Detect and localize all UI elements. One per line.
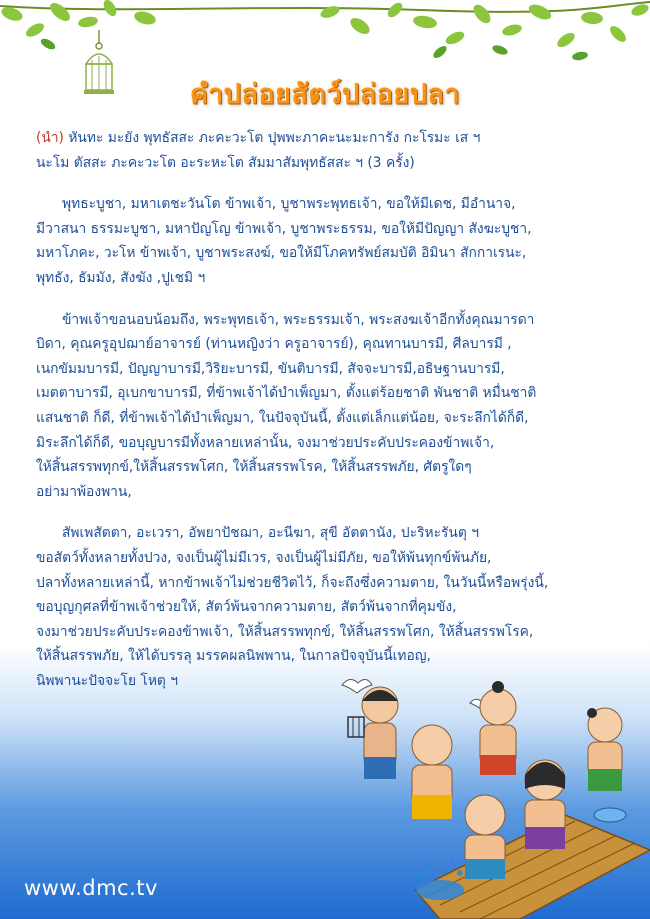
site-url: www.dmc.tv	[24, 876, 158, 900]
intro-line-1	[36, 126, 626, 151]
paragraph-1-line: พุทธัง, ธัมมัง, สังฆัง ,ปูเชมิ ฯ	[36, 269, 206, 286]
paragraph-2-line: เนกขัมมบารมี, ปัญญาบารมี,วิริยะบารมี, ขันติบารมี, สัจจะบารมี,อธิษฐานบารมี,	[36, 360, 505, 377]
child-figure	[587, 708, 622, 791]
child-figure	[348, 687, 398, 779]
paragraph-3-line: ขอบุญกุศลที่ข้าพเจ้าช่วยให้, สัตว์พ้นจากความตาย, สัตว์พ้นจากที่คุมขัง,	[36, 599, 457, 616]
paragraph-2-line: เมตตาบารมี, อุเบกขาบารมี, ที่ข้าพเจ้าได้บำเพ็ญมา, ตั้งแต่ร้อยชาติ พันชาติ หมื่นชาติ	[36, 385, 537, 402]
paragraph-1-line: พุทธะบูชา, มหาเตชะวันโต ข้าพเจ้า, บูชาพระพุทธเจ้า, ขอให้มีเดช, มีอำนาจ,	[62, 196, 516, 213]
child-figure	[480, 681, 516, 775]
paragraph-3-line: ขอสัตว์ทั้งหลายทั้งปวง, จงเป็นผู้ไม่มีเวร, จงเป็นผู้ไม่มีภัย, ขอให้พ้นทุกข์พ้นภัย,	[36, 549, 492, 566]
paragraph-3-line: ให้สิ้นสรรพภัย, ให้ได้บรรลุ มรรคผลนิพพาน, ในกาลปัจจุบันนี้เทอญ,	[36, 648, 431, 665]
paragraph-3-line: นิพพานะปัจจะโย โหตุ ฯ	[36, 672, 179, 689]
child-figure	[412, 725, 452, 819]
children-releasing-animals-illustration	[320, 665, 650, 919]
paragraph-3-line: สัพเพสัตตา, อะเวรา, อัพยาปัชฌา, อะนีฆา, สุขี อัตตานัง, ปะริหะรันตุ ฯ	[62, 525, 479, 542]
paragraph-3-line: ปลาทั้งหลายเหล่านี้, หากข้าพเจ้าไม่ช่วยชีวิตไว้, ก็จะถึงซึ่งความตาย, ในวันนี้หรือพรุ่งนี้,	[36, 574, 549, 591]
child-figure	[465, 795, 505, 879]
paragraph-2-line: อย่ามาพ้องพาน,	[36, 483, 132, 500]
paragraph-2-line: แสนชาติ ก็ดี, ที่ข้าพเจ้าได้บำเพ็ญมา, ในปัจจุบันนี้, ตั้งแต่เล็กแต่น้อย, จะระลึกได้ก็ดี,	[36, 409, 529, 426]
paragraph-2-line: ข้าพเจ้าขอนอบน้อมถึง, พระพุทธเจ้า, พระธรรมเจ้า, พระสงฆเจ้าอีกทั้งคุณมารดา	[62, 311, 535, 328]
paragraph-2-line: ให้สิ้นสรรพทุกข์,ให้สิ้นสรรพโศก, ให้สิ้นสรรพโรค, ให้สิ้นสรรพภัย, ศัตรูใดๆ	[36, 459, 472, 476]
chant-text	[36, 126, 626, 693]
paragraph-3-line: จงมาช่วยประคับประคองข้าพเจ้า, ให้สิ้นสรรพทุกข์, ให้สิ้นสรรพโศก, ให้สิ้นสรรพโรค,	[36, 623, 534, 640]
paragraph-1-line: มีวาสนา ธรรมะบูชา, มหาปัญโญ ข้าพเจ้า, บูชาพระธรรม, ขอให้มีปัญญา สังฆะบูชา,	[36, 220, 532, 237]
page-title: คำปล่อยสัตว์ปล่อยปลา	[189, 79, 461, 110]
bowl-icon	[594, 808, 626, 822]
child-figure	[525, 760, 565, 849]
paragraph-1-line: มหาโภคะ, วะโห ข้าพเจ้า, บูชาพระสงฆ์, ขอให้มีโภคทรัพย์สมบัติ อิมินา สักกาเรนะ,	[36, 245, 527, 262]
intro-lead: (นำ)	[36, 130, 64, 146]
intro-line-2: นะโม ตัสสะ ภะคะวะโต อะระหะโต สัมมาสัมพุทธัสสะ ฯ (3 ครั้ง)	[36, 154, 415, 171]
paragraph-2-line: บิดา, คุณครูอุปฌาย์อาจารย์ (ท่านหญิงว่า ครูอาจารย์), คุณทานบารมี, ศีลบารมี ,	[36, 336, 512, 353]
intro-text: หันทะ มะยัง พุทธัสสะ ภะคะวะโต ปุพพะภาคะนะมะการัง กะโรมะ เส ฯ	[63, 130, 481, 146]
paragraph-2-line: มิระลึกได้ก็ดี, ขอบุญบารมีทั้งหลายเหล่านั้น, จงมาช่วยประคับประคองข้าพเจ้า,	[36, 434, 495, 451]
